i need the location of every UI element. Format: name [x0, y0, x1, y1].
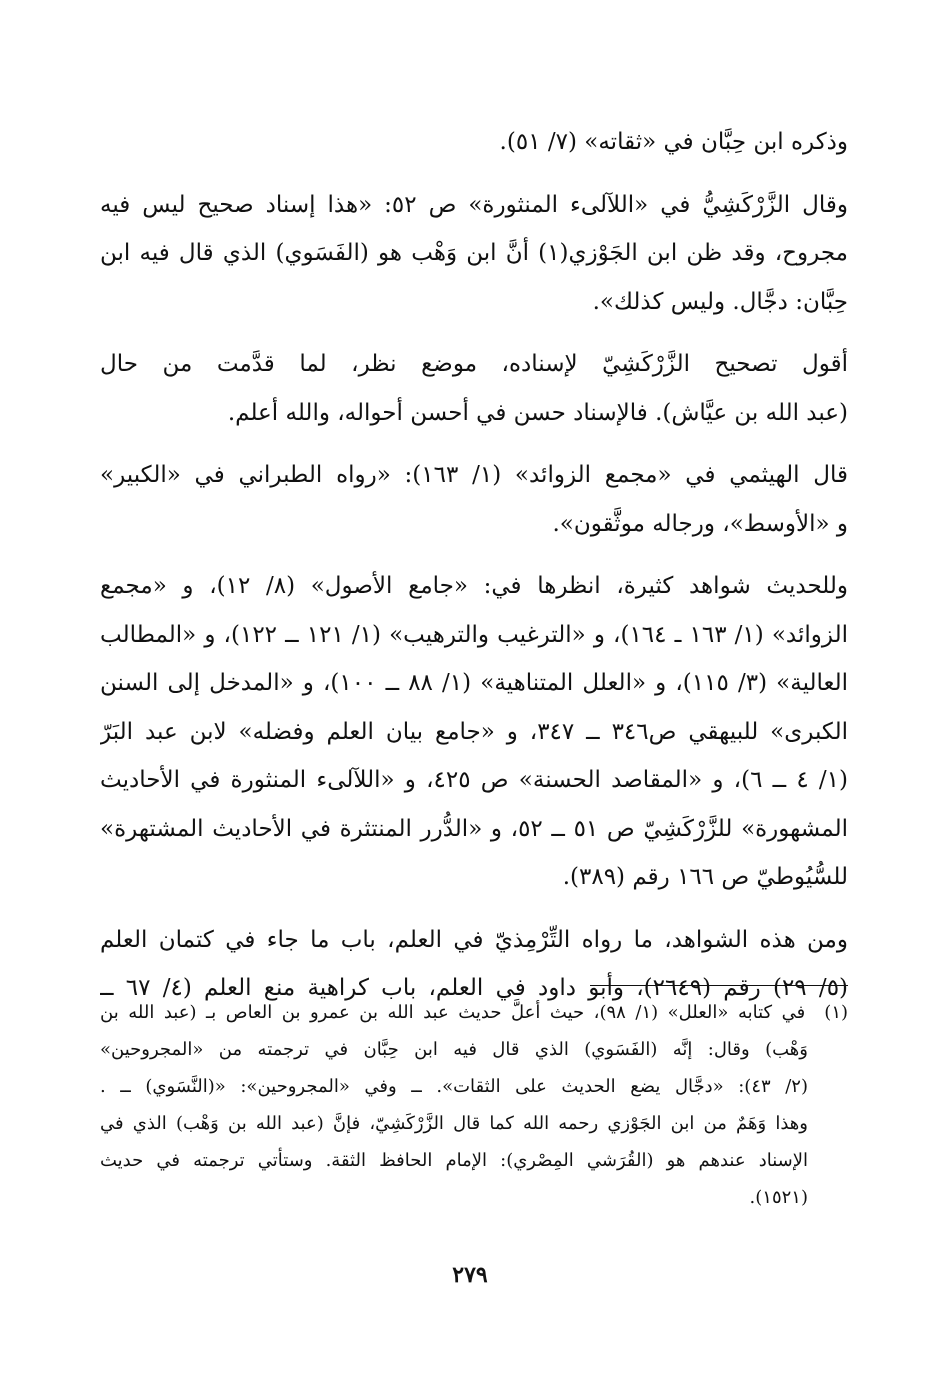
footnote-separator: [590, 985, 848, 986]
footnotes: [100, 994, 848, 1216]
footnote-line: (١٥٢١).: [749, 1187, 808, 1208]
text-line: (٥/ ٢٩) رقم (٢٦٤٩)، وأبو داود في العلم، باب كراهية منع العلم (٤/ ٦٧ ــ: [100, 975, 848, 1001]
footnote-line: (٢/ ٤٣): «دجَّال يضع الحديث على الثقات». ــ وفي «المجروحين»: «(النَّسَوي) ــ .: [100, 1076, 808, 1097]
text-line: مجروح، وقد ظن ابن الجَوْزي(١) أنَّ ابن وَهْب هو (الفَسَوي) الذي قال فيه ابن: [100, 240, 848, 266]
text-line: وقال الزَّرْكَشِيُّ في «اللآلىء المنثورة» ص ٥٢: «هذا إسناد صحيح ليس فيه: [100, 191, 848, 218]
paragraph-3: [100, 340, 848, 437]
page-number: ٢٧٩: [452, 1262, 488, 1288]
text-line: ومن هذه الشواهد، ما رواه التِّرْمِذيّ في العلم، باب ما جاء في كتمان العلم: [100, 926, 848, 953]
text-line: الزوائد» (١/ ١٦٣ ـ ١٦٤)، و «الترغيب والترهيب» (١/ ١٢١ ــ ١٢٢)، و «المطالب: [100, 621, 848, 648]
footnote-marker: (١): [824, 1002, 848, 1023]
text-line: قال الهيثمي في «مجمع الزوائد» (١/ ١٦٣): «رواه الطبراني في «الكبير»: [100, 462, 848, 488]
text-line: (عبد الله بن عيَّاش). فالإسناد حسن في أحسن أحواله، والله أعلم.: [227, 399, 848, 426]
footnote-line: الإسناد عندهم هو (القُرَشي المِصْري): الإمام الحافظ الثقة. وستأتي ترجمته في حديث: [100, 1150, 808, 1171]
paragraph-2: [100, 181, 848, 327]
text-line: (١/ ٤ ــ ٦)، و «المقاصد الحسنة» ص ٤٢٥، و «اللآلىء المنثورة في الأحاديث: [100, 767, 848, 793]
paragraph-1: [100, 118, 848, 167]
footnote-line: وَهْب) وقال: إنَّه (الفَسَوي) الذي قال فيه ابن حِبَّان في ترجمته من «المجروحين»: [100, 1039, 808, 1060]
text-line: للسُّيُوطيّ ص ١٦٦ رقم (٣٨٩).: [562, 864, 848, 890]
paragraph-4: [100, 451, 848, 548]
footnote-text: في كتابه «العلل» (١/ ٩٨)، حيث أعلَّ حديث عبد الله بن عمرو بن العاص بـ (عبد الله بن: [100, 1002, 806, 1023]
text-line: أقول تصحيح الزَّرْكَشِيّ لإسناده، موضع نظر، لما قدَّمت من حال: [100, 351, 848, 377]
footnote-line-1: [100, 994, 848, 1031]
text-line: وللحديث شواهد كثيرة، انظرها في: «جامع الأصول» (٨/ ١٢)، و «مجمع: [100, 573, 848, 599]
footnote-line: وهذا وَهَمٌ من ابن الجَوْزي رحمه الله كما قال الزَّرْكَشِيّ، فإنَّ (عبد الله بن وَهْب) الذي في: [100, 1113, 808, 1134]
text-line: و «الأوسط»، ورجاله موثَّقون».: [552, 510, 848, 537]
main-text: [100, 118, 848, 1027]
text-line: وذكره ابن حِبَّان في «ثقاته» (٧/ ٥١).: [499, 129, 848, 155]
paragraph-5: [100, 562, 848, 902]
text-line: المشهورة» للزَّرْكَشِيّ ص ٥١ ــ ٥٢، و «الدُّرر المنتثرة في الأحاديث المشتهرة»: [100, 815, 848, 842]
text-line: الكبرى» للبيهقي ص٣٤٦ ــ ٣٤٧، و «جامع بيان العلم وفضله» لابن عبد البَرّ: [100, 718, 848, 745]
text-line: العالية» (٣/ ١١٥)، و «العلل المتناهية» (١/ ٨٨ ــ ١٠٠)، و «المدخل إلى السنن: [100, 670, 848, 696]
text-line: حِبَّان: دجَّال. وليس كذلك».: [592, 288, 848, 315]
